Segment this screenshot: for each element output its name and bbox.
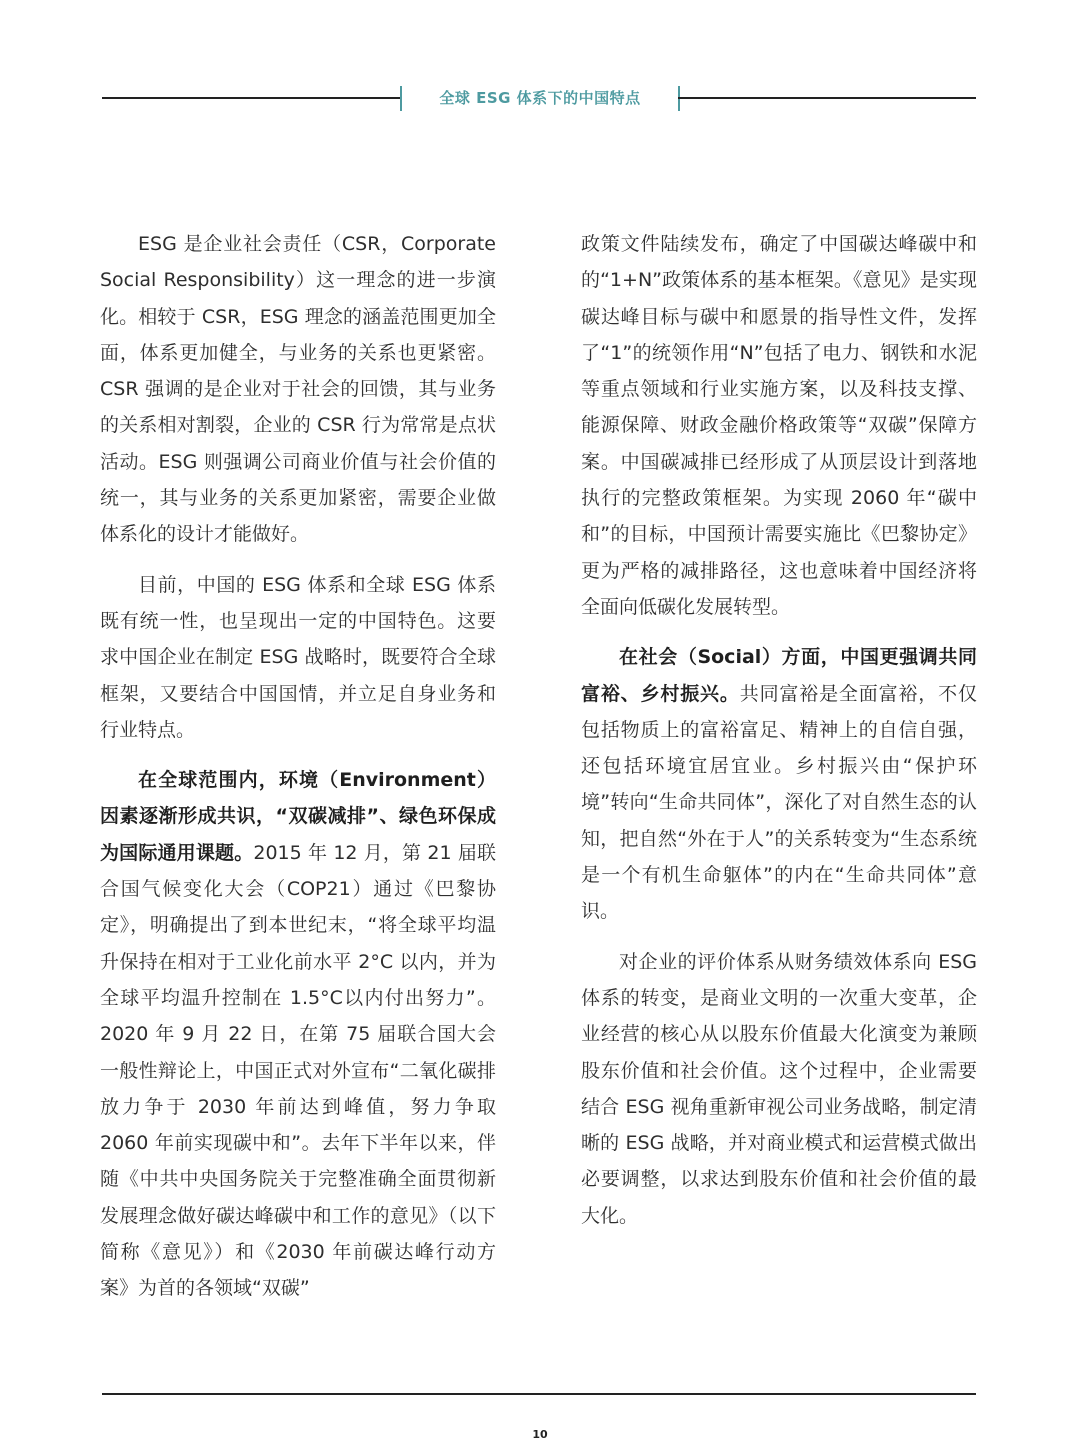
paragraph-environment xyxy=(100,762,496,1306)
paragraph-china-esg: 目前，中国的 ESG 体系和全球 ESG 体系既有统一性，也呈现出一定的中国特色。这要求中国企业在制定 ESG 战略时，既要符合全球框架，又要结合中国国情，并立足自身业务和行业特点。 xyxy=(100,573,496,741)
environment-lead: 在全球范围内，环境（Environment）因素逐渐形成共识，“双碳减排”、绿色环保成为国际通用课题。 xyxy=(100,769,496,864)
page-number: 10 xyxy=(532,1428,548,1441)
social-lead: 在社会（Social）方面，中国更强调共同富裕、乡村振兴。 xyxy=(581,646,977,705)
social-body: 共同富裕是全面富裕，不仅包括物质上的富裕富足、精神上的自信自强，还包括环境宜居宜业。乡村振兴由“保护环境”转向“生命共同体”，深化了对自然生态的认知，把自然“外在于人”的关系转变为“生态系统是一个有机生命躯体”的内在“生命共同体”意识。 xyxy=(581,682,977,923)
footer-rule xyxy=(102,1393,976,1395)
paragraph-evaluation-shift: 对企业的评价体系从财务绩效体系向 ESG 体系的转变，是商业文明的一次重大变革，企业经营的核心从以股东价值最大化演变为兼顾股东价值和社会价值。这个过程中，企业需要结合 ESG 视角重新审视公司业务战略，制定清晰的 ESG 战略，并对商业模式和运营模式做出必要调整，以求达到股东价值和社会价值的最大化。 xyxy=(581,950,977,1227)
header-rule-right xyxy=(678,97,976,99)
paragraph-social xyxy=(581,639,977,929)
left-column xyxy=(100,226,496,1321)
paragraph-esg-csr: ESG 是企业社会责任（CSR，Corporate Social Responsibility）这一理念的进一步演化。相较于 CSR，ESG 理念的涵盖范围更加全面，体系更加健全，与业务的关系也更紧密。CSR 强调的是企业对于社会的回馈，其与业务的关系相对割裂，企业的 CSR 行为常常是点状活动。ESG 则强调公司商业价值与社会价值的统一，其与业务的关系更加紧密，需要企业做体系化的设计才能做好。 xyxy=(100,233,496,546)
right-column xyxy=(581,226,977,1248)
running-header xyxy=(102,84,976,114)
paragraph-policy-framework: 政策文件陆续发布，确定了中国碳达峰碳中和的“1+N”政策体系的基本框架。《意见》是实现碳达峰目标与碳中和愿景的指导性文件，发挥了“1”的统领作用“N”包括了电力、钢铁和水泥等重点领域和行业实施方案，以及科技支撑、能源保障、财政金融价格政策等“双碳”保障方案。中国碳减排已经形成了从顶层设计到落地执行的完整政策框架。为实现 2060 年“碳中和”的目标，中国预计需要实施比《巴黎协定》更为严格的减排路径，这也意味着中国经济将全面向低碳化发展转型。 xyxy=(581,233,977,618)
header-rule-left xyxy=(102,97,402,99)
environment-body: 2015 年 12 月，第 21 届联合国气候变化大会（COP21）通过《巴黎协定》，明确提出了到本世纪末，“将全球平均温升保持在相对于工业化前水平 2°C 以内，并为全球平均温升控制在 1.5°C以内付出努力”。2020 年 9 月 22 日，在第 75 届联合国大会一般性辩论上，中国正式对外宣布“二氧化碳排放力争于 2030 年前达到峰值，努力争取 2060 年前实现碳中和”。去年下半年以来，伴随《中共中央国务院关于完整准确全面贯彻新发展理念做好碳达峰碳中和工作的意见》（以下简称《意见》）和《2030 年前碳达峰行动方案》为首的各领域“双碳” xyxy=(100,841,496,1300)
header-title: 全球 ESG 体系下的中国特点 xyxy=(439,89,641,107)
